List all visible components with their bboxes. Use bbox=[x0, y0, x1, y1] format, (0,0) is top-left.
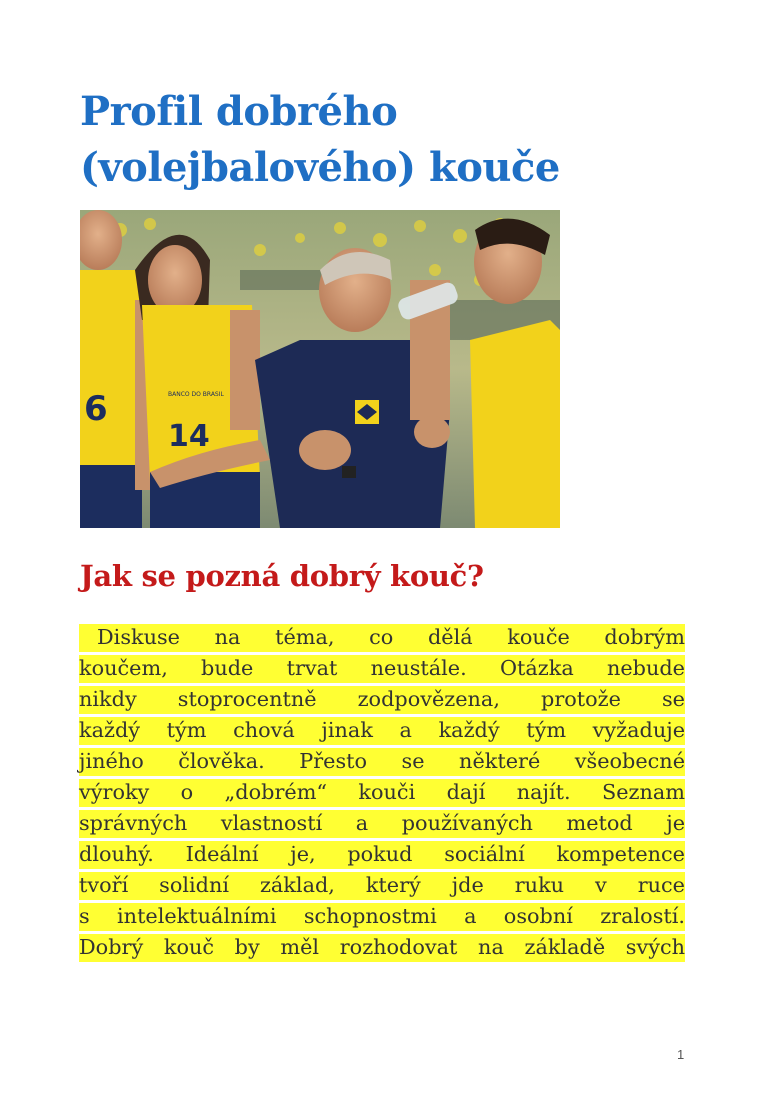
paragraph-line: Diskuse na téma, co dělá kouče dobrým bbox=[79, 624, 685, 652]
paragraph-line: tvoří solidní základ, který jde ruku v ruce bbox=[79, 872, 685, 900]
paragraph-line: Dobrý kouč by měl rozhodovat na základě svých bbox=[79, 934, 685, 962]
body-paragraph bbox=[79, 622, 685, 963]
page-title bbox=[80, 84, 700, 196]
paragraph-line: koučem, bude trvat neustále. Otázka nebude bbox=[79, 655, 685, 683]
jersey-sponsor-text: BANCO DO BRASIL bbox=[168, 391, 224, 398]
paragraph-line: dlouhý. Ideální je, pokud sociální kompetence bbox=[79, 841, 685, 869]
paragraph-line: nikdy stoprocentně zodpovězena, protože se bbox=[79, 686, 685, 714]
paragraph-line: správných vlastností a používaných metod je bbox=[79, 810, 685, 838]
paragraph-line: každý tým chová jinak a každý tým vyžaduje bbox=[79, 717, 685, 745]
jersey-number-6: 6 bbox=[84, 389, 108, 429]
volleyball-team-photo bbox=[80, 210, 560, 528]
title-line-2: (volejbalového) kouče bbox=[80, 144, 560, 191]
page-number: 1 bbox=[677, 1047, 685, 1062]
paragraph-line: jiného člověka. Přesto se některé všeobecné bbox=[79, 748, 685, 776]
section-heading: Jak se pozná dobrý kouč? bbox=[80, 559, 484, 593]
title-line-1: Profil dobrého bbox=[80, 88, 398, 135]
paragraph-line: výroky o „dobrém“ kouči dají najít. Seznam bbox=[79, 779, 685, 807]
jersey-number-14: 14 bbox=[168, 419, 210, 454]
paragraph-line: s intelektuálními schopnostmi a osobní zralostí. bbox=[79, 903, 685, 931]
